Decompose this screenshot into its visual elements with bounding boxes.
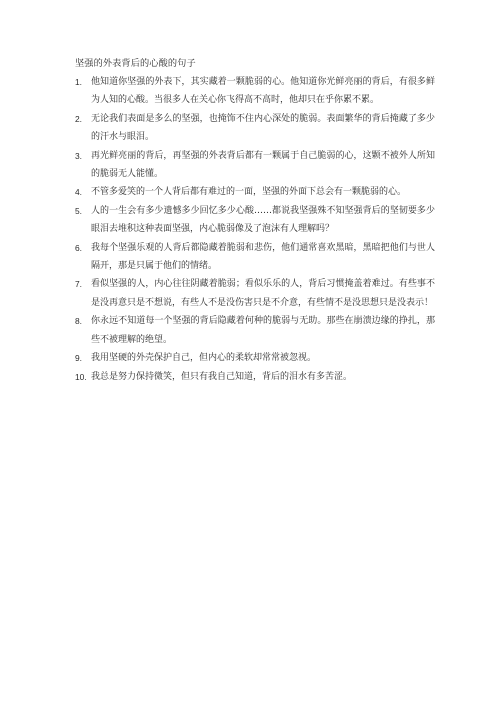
list-item-7 [75,275,435,312]
list-item-text: 我总是努力保持微笑，但只有我自己知道，背后的泪水有多苦涩。 [91,371,353,382]
list-item-9 [75,349,435,367]
list-item-number: 7. [75,279,82,290]
list-item-6 [75,239,435,276]
list-item-number: 8. [75,316,82,327]
list-item-4 [75,183,435,201]
list-item-number: 4. [75,187,82,198]
list-item-number: 9. [75,353,82,364]
list-item-number: 3. [75,150,82,161]
list-item-3 [75,147,435,184]
list-item-text: 不管多爱笑的一个人背后都有难过的一面，坚强的外面下总会有一颗脆弱的心。 [91,187,407,198]
list-item-10 [75,368,435,386]
list-item-number: 10. [75,371,87,382]
list-item-text: 你永远不知道每一个坚强的背后隐藏着何种的脆弱与无助。那些在崩溃边缘的挣扎，那些不被理解的绝望。 [91,316,435,345]
list-item-number: 2. [75,113,82,124]
list-item-number: 5. [75,205,82,216]
list-item-text: 我每个坚强乐观的人背后都隐藏着脆弱和悲伤，他们通常喜欢黑暗，黑暗把他们与世人隔开，那是只属于他们的情绪。 [91,242,435,272]
sentence-list [75,73,435,386]
list-item-text: 人的一生会有多少遗憾多少回忆多少心酸……都说我坚强殊不知坚强背后的坚韧要多少眼泪去堆积这种表面坚强，内心脆弱像及了泡沫有人理解吗？ [91,205,435,235]
list-item-8 [75,312,435,349]
list-item-number: 1. [75,77,82,87]
list-item-text: 他知道你坚强的外表下，其实藏着一颗脆弱的心。他知道你光鲜亮丽的背后，有很多鲜为人知的心酸。当很多人在关心你飞得高不高时，他却只在乎你累不累。 [91,77,435,106]
list-item-text: 看似坚强的人，内心往往阴藏着脆弱；看似乐乐的人，背后习惯掩盖着难过。有些事不是没再意只是不想说，有些人不是没伤害只是不介意，有些情不是没思想只是没表示！ [91,279,435,308]
list-item-2 [75,110,435,147]
list-item-text: 无论我们表面是多么的坚强，也掩饰不住内心深处的脆弱。表面繁华的背后掩藏了多少的汗水与眼泪。 [91,113,435,143]
list-item-1 [75,73,435,110]
document-title: 坚强的外表背后的心酸的句子 [75,58,196,69]
list-item-text: 再光鲜亮丽的背后，再坚强的外表背后都有一颗属于自己脆弱的心，这颗不被外人所知的脆弱无人能懂。 [91,150,435,180]
list-item-number: 6. [75,242,82,253]
list-item-5 [75,202,435,239]
list-item-text: 我用坚硬的外壳保护自己，但内心的柔软却常常被忽视。 [91,353,317,364]
